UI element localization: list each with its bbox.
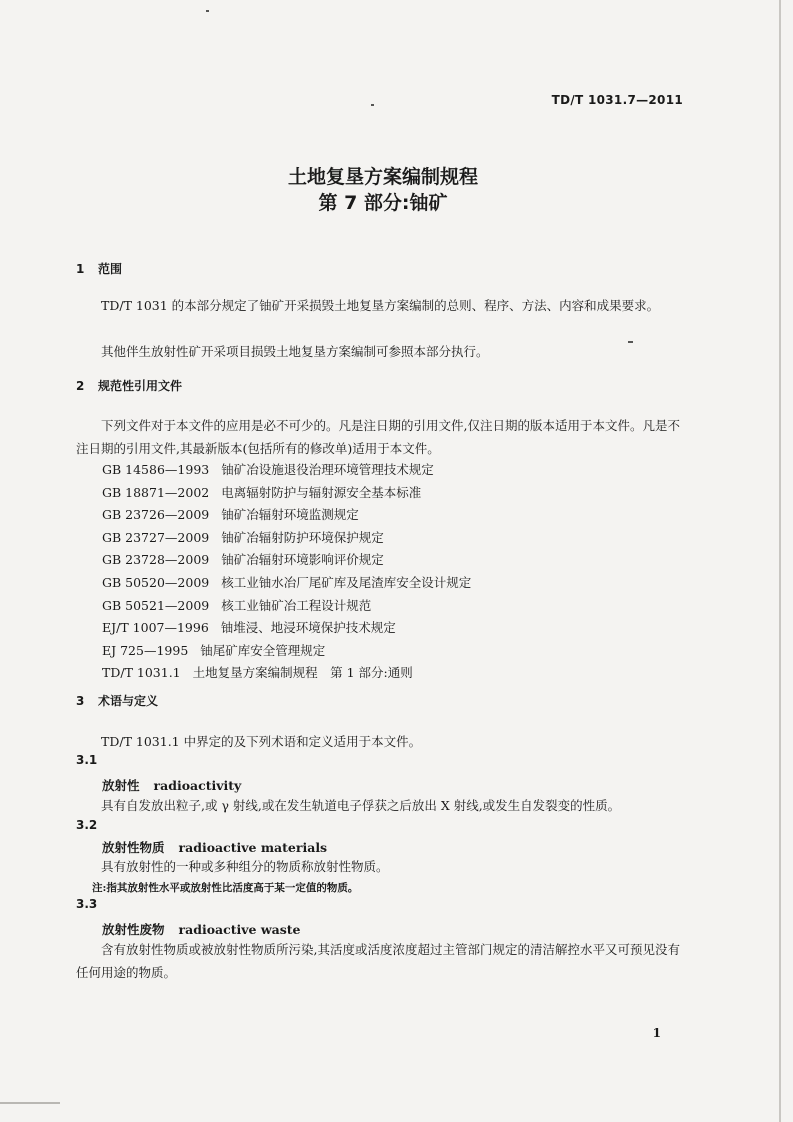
- reference-title: 核工业铀水冶厂尾矿库及尾渣库安全设计规定: [221, 574, 472, 590]
- section-number: 1: [76, 262, 85, 276]
- term-zh: 放射性: [102, 778, 140, 793]
- document-code: TD/T 1031.7—2011: [551, 93, 683, 107]
- reference-title: 土地复垦方案编制规程 第 1 部分:通则: [192, 665, 413, 681]
- scan-speck: [206, 10, 209, 12]
- section-number: 3: [76, 694, 85, 708]
- reference-title: 铀堆浸、地浸环境保护技术规定: [220, 620, 396, 636]
- paragraph: TD/T 1031 的本部分规定了铀矿开采损毁土地复垦方案编制的总则、程序、方法、内容和成果要求。: [101, 298, 660, 313]
- section-title: 规范性引用文件: [98, 379, 183, 393]
- term-heading: [102, 838, 327, 856]
- reference-code: EJ/T 1007—1996: [102, 620, 209, 636]
- reference-code: GB 23727—2009: [102, 529, 210, 545]
- term-heading: [102, 920, 300, 938]
- term-en: radioactive materials: [178, 840, 328, 855]
- reference-item: [102, 617, 471, 640]
- scan-speck: [371, 104, 374, 106]
- term-note: 注:指其放射性水平或放射性比活度高于某一定值的物质。: [92, 882, 359, 894]
- section-heading: [76, 692, 158, 709]
- term-heading: [102, 776, 241, 794]
- reference-title: 核工业铀矿冶工程设计规范: [221, 597, 372, 613]
- reference-item: [102, 595, 471, 618]
- section-title: 范围: [98, 262, 123, 276]
- term-definition: 具有放射性的一种或多种组分的物质称放射性物质。: [101, 859, 389, 874]
- reference-code: GB 50520—2009: [102, 574, 210, 590]
- term-en: radioactive waste: [178, 922, 301, 937]
- reference-title: 铀矿冶辐射环境影响评价规定: [221, 552, 384, 568]
- page-number: 1: [652, 1026, 661, 1040]
- reference-item: [102, 459, 471, 482]
- reference-title: 铀矿冶辐射环境监测规定: [221, 507, 359, 523]
- term-number: 3.1: [76, 753, 98, 767]
- reference-item: [102, 527, 471, 550]
- section-number: 2: [76, 379, 85, 393]
- reference-code: TD/T 1031.1: [102, 665, 181, 681]
- term-number: 3.3: [76, 897, 98, 911]
- paragraph: TD/T 1031.1 中界定的及下列术语和定义适用于本文件。: [101, 734, 422, 749]
- reference-title: 电离辐射防护与辐射源安全基本标准: [221, 484, 422, 500]
- reference-code: GB 23726—2009: [102, 507, 210, 523]
- reference-item: [102, 572, 471, 595]
- reference-code: GB 23728—2009: [102, 552, 210, 568]
- page-edge-shadow: [779, 0, 781, 1122]
- term-number: 3.2: [76, 818, 98, 832]
- page-edge-mark: [0, 1102, 60, 1104]
- term-definition: 含有放射性物质或被放射性物质所污染,其活度或活度浓度超过主管部门规定的清洁解控水平又可预见没有任何用途的物质。: [76, 942, 680, 980]
- term-zh: 放射性废物: [102, 922, 165, 937]
- reference-title: 铀尾矿库安全管理规定: [200, 642, 326, 658]
- reference-code: EJ 725—1995: [102, 642, 189, 658]
- section-title: 术语与定义: [98, 694, 159, 708]
- reference-code: GB 50521—2009: [102, 597, 210, 613]
- reference-title: 铀矿冶辐射防护环境保护规定: [221, 529, 384, 545]
- term-definition: 具有自发放出粒子,或 γ 射线,或在发生轨道电子俘获之后放出 X 射线,或发生自发裂变的性质。: [101, 798, 621, 813]
- reference-code: GB 14586—1993: [102, 462, 210, 477]
- reference-code: GB 18871—2002: [102, 484, 210, 500]
- document-subtitle: 第 7 部分:铀矿: [318, 192, 448, 214]
- document-title: 土地复垦方案编制规程: [287, 166, 478, 188]
- section-heading: [76, 377, 182, 394]
- reference-list: [102, 459, 471, 685]
- section-heading: [76, 260, 122, 277]
- reference-item: [102, 640, 471, 663]
- paragraph: 其他伴生放射性矿开采项目损毁土地复垦方案编制可参照本部分执行。: [101, 344, 489, 359]
- term-zh: 放射性物质: [102, 840, 165, 855]
- reference-item: [102, 662, 471, 685]
- reference-item: [102, 504, 471, 527]
- reference-item: [102, 549, 471, 572]
- reference-item: [102, 482, 471, 505]
- paragraph: 下列文件对于本文件的应用是必不可少的。凡是注日期的引用文件,仅注日期的版本适用于本文件。凡是不注日期的引用文件,其最新版本(包括所有的修改单)适用于本文件。: [76, 418, 680, 456]
- reference-title: 铀矿冶设施退役治理环境管理技术规定: [221, 462, 434, 477]
- term-en: radioactivity: [153, 778, 242, 793]
